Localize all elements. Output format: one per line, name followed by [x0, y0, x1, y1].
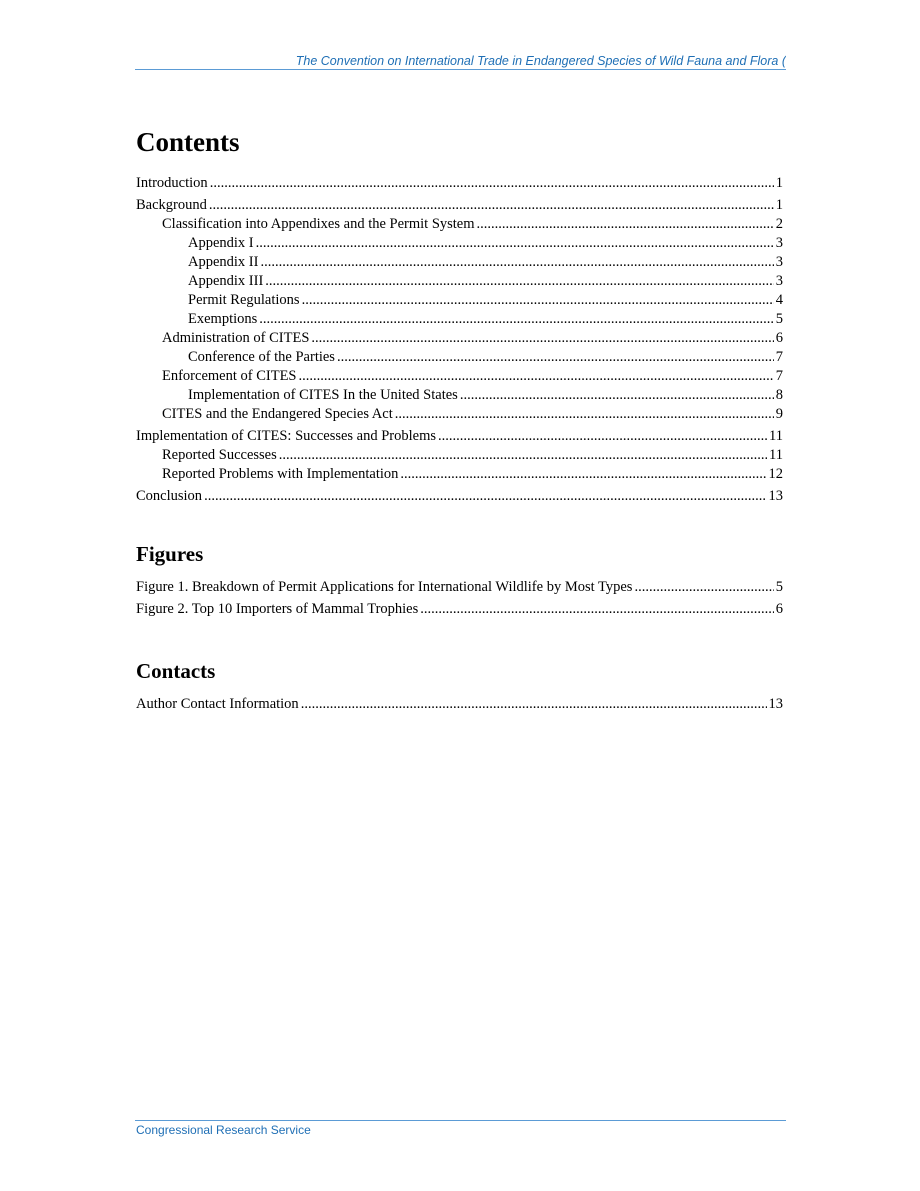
toc-entry-title: Administration of CITES: [162, 330, 310, 346]
toc-entry-title: Appendix III: [188, 273, 264, 289]
toc-entry[interactable]: [136, 348, 783, 367]
toc-entry-title: CITES and the Endangered Species Act: [162, 406, 393, 422]
toc-entry-title: Conclusion: [136, 488, 203, 504]
toc-entry[interactable]: [136, 465, 783, 484]
toc-entry-title: Introduction: [136, 175, 208, 191]
toc-content: [136, 124, 783, 714]
header-rule: [135, 69, 786, 70]
toc-entry-title: Appendix I: [188, 235, 254, 251]
toc-leader-dots: [311, 329, 773, 348]
toc-entry-page: 4: [775, 292, 783, 308]
toc-entry[interactable]: [136, 600, 783, 619]
toc-leader-dots: [260, 253, 773, 272]
toc-entry[interactable]: [136, 329, 783, 348]
toc-leader-dots: [209, 196, 774, 215]
toc-entry-page: 12: [768, 466, 783, 482]
footer-rule: [135, 1120, 786, 1121]
toc-entry-title: Classification into Appendixes and the Permit System: [162, 216, 475, 232]
toc-entry[interactable]: [136, 215, 783, 234]
footer-text: Congressional Research Service: [136, 1123, 311, 1137]
toc-entry[interactable]: [136, 487, 783, 506]
toc-entry[interactable]: [136, 310, 783, 329]
figures-list: [136, 578, 783, 619]
toc-entry-title: Reported Problems with Implementation: [162, 466, 399, 482]
toc-entry[interactable]: [136, 405, 783, 424]
toc-leader-dots: [265, 272, 773, 291]
toc-entry-page: 9: [775, 406, 783, 422]
toc-leader-dots: [302, 291, 774, 310]
toc-entry-title: Implementation of CITES In the United States: [188, 387, 458, 403]
toc-leader-dots: [204, 487, 766, 506]
toc-leader-dots: [400, 465, 766, 484]
toc-entry[interactable]: [136, 695, 783, 714]
toc-entry-page: 6: [775, 601, 783, 617]
toc-entry-page: 1: [775, 175, 783, 191]
toc-entry[interactable]: [136, 446, 783, 465]
toc-entry[interactable]: [136, 272, 783, 291]
toc-entry-title: Enforcement of CITES: [162, 368, 297, 384]
toc-leader-dots: [477, 215, 774, 234]
toc-entry-page: 1: [775, 197, 783, 213]
toc-entry-page: 7: [775, 349, 783, 365]
toc-entry-title: Reported Successes: [162, 447, 277, 463]
toc-entry-title: Appendix II: [188, 254, 259, 270]
toc-entry-title: Exemptions: [188, 311, 258, 327]
toc-leader-dots: [634, 578, 773, 597]
toc-entry-page: 2: [775, 216, 783, 232]
toc-leader-dots: [337, 348, 774, 367]
toc-leader-dots: [420, 600, 773, 619]
toc-leader-dots: [438, 427, 767, 446]
toc-entry[interactable]: [136, 196, 783, 215]
toc-entry[interactable]: [136, 174, 783, 193]
toc-entry[interactable]: [136, 367, 783, 386]
toc-entry-page: 13: [768, 488, 783, 504]
toc-leader-dots: [279, 446, 767, 465]
toc-entry-page: 7: [775, 368, 783, 384]
toc-leader-dots: [256, 234, 774, 253]
toc-leader-dots: [395, 405, 774, 424]
toc-entry-page: 13: [768, 696, 783, 712]
toc-entry[interactable]: [136, 234, 783, 253]
toc-entry-page: 8: [775, 387, 783, 403]
toc-entry-page: 3: [775, 235, 783, 251]
toc-entry-title: Implementation of CITES: Successes and Problems: [136, 428, 437, 444]
toc-entry-page: 3: [775, 254, 783, 270]
toc-entry[interactable]: [136, 253, 783, 272]
toc-entry-page: 11: [769, 428, 783, 444]
toc-leader-dots: [299, 367, 774, 386]
contents-heading: Contents: [136, 127, 240, 157]
contacts-list: [136, 695, 783, 714]
toc-entry[interactable]: [136, 386, 783, 405]
toc-entry-title: Figure 2. Top 10 Importers of Mammal Trophies: [136, 601, 419, 617]
toc-entry-title: Conference of the Parties: [188, 349, 335, 365]
toc-entry-title: Permit Regulations: [188, 292, 300, 308]
toc-entry[interactable]: [136, 427, 783, 446]
toc-entry-title: Figure 1. Breakdown of Permit Applications for International Wildlife by Most Types: [136, 579, 633, 595]
toc-leader-dots: [301, 695, 767, 714]
toc-entry-page: 5: [775, 311, 783, 327]
toc-entry-title: Author Contact Information: [136, 696, 299, 712]
toc-entry[interactable]: [136, 291, 783, 310]
toc-leader-dots: [460, 386, 774, 405]
toc-entry-page: 11: [769, 447, 783, 463]
toc-leader-dots: [210, 174, 774, 193]
contents-list: [136, 174, 783, 506]
figures-heading: Figures: [136, 542, 204, 566]
toc-entry-page: 3: [775, 273, 783, 289]
contacts-heading: Contacts: [136, 659, 216, 683]
toc-entry-title: Background: [136, 197, 207, 213]
running-header: The Convention on International Trade in Endangered Species of Wild Fauna and Flora (: [295, 54, 786, 68]
toc-entry[interactable]: [136, 578, 783, 597]
toc-entry-page: 5: [775, 579, 783, 595]
toc-entry-page: 6: [775, 330, 783, 346]
toc-leader-dots: [259, 310, 773, 329]
